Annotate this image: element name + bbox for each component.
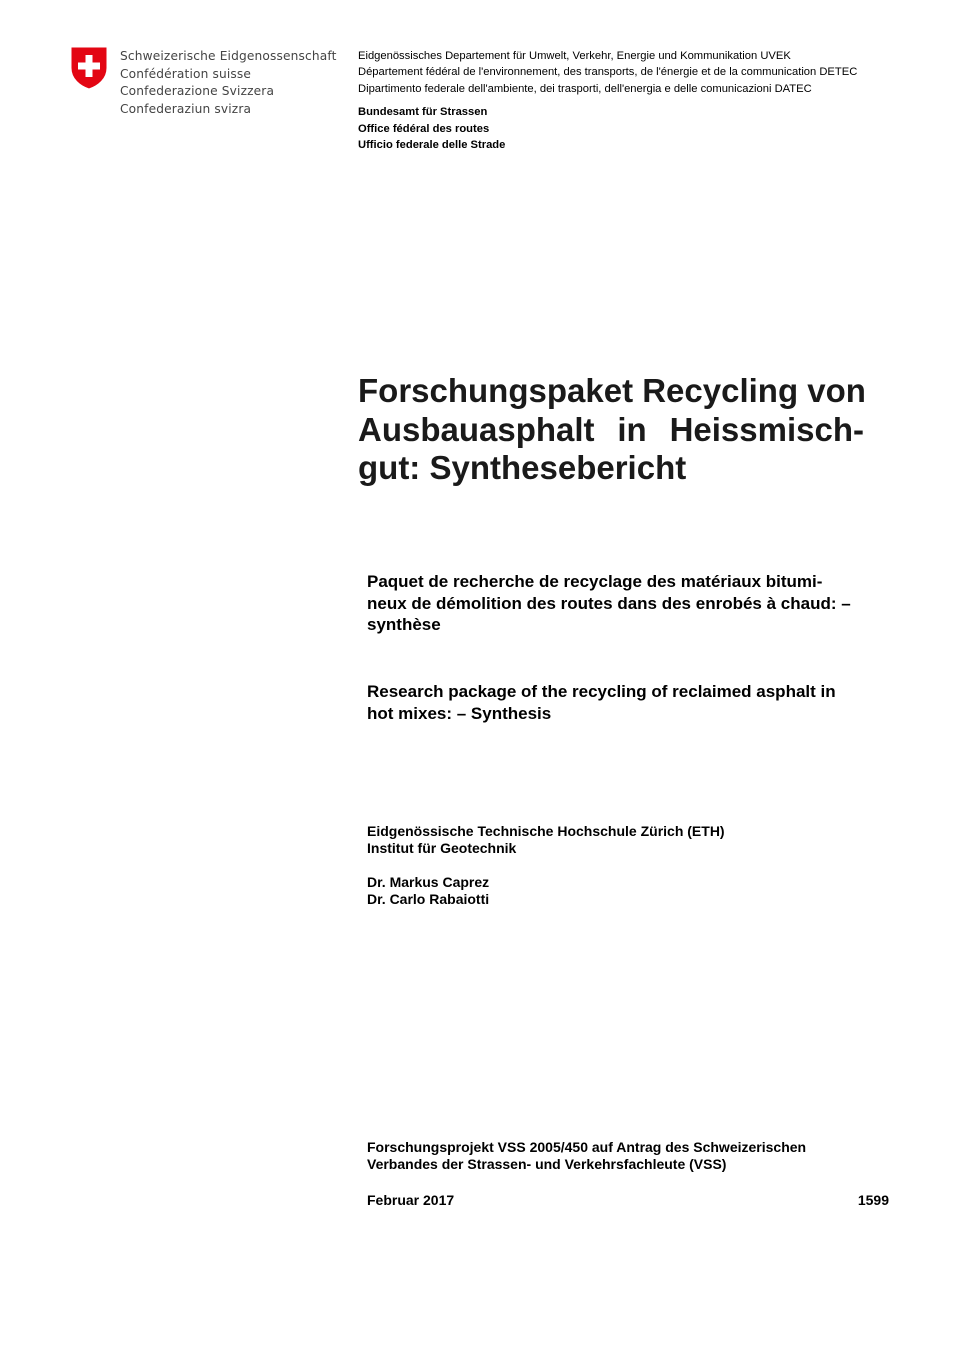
cross-horizontal-bar bbox=[78, 63, 100, 70]
institution-block bbox=[367, 823, 725, 857]
office-block bbox=[358, 104, 505, 154]
department-line-fr: Département fédéral de l'environnement, des transports, de l'énergie et de la communication DETEC bbox=[358, 66, 858, 79]
office-line-it: Ufficio federale delle Strade bbox=[358, 139, 506, 151]
office-line-fr: Office fédéral des routes bbox=[358, 122, 490, 135]
authors-block bbox=[367, 874, 489, 908]
subtitle-fr-line-3: synthèse bbox=[367, 615, 441, 634]
swiss-coat-of-arms-logo bbox=[70, 46, 108, 90]
subtitle-fr-line-1: Paquet de recherche de recyclage des matériaux bitumi- bbox=[367, 572, 823, 591]
title-line-3: gut: Synthesebericht bbox=[358, 449, 687, 486]
author-1: Dr. Markus Caprez bbox=[367, 874, 490, 890]
author-2: Dr. Carlo Rabaiotti bbox=[367, 891, 490, 907]
confederation-name-fr: Confédération suisse bbox=[120, 66, 252, 81]
department-line-de: Eidgenössisches Departement für Umwelt, Verkehr, Energie und Kommunikation UVEK bbox=[358, 50, 791, 62]
report-number: 1599 bbox=[857, 1192, 889, 1208]
subtitle-en-line-2: hot mixes: – Synthesis bbox=[367, 703, 552, 723]
department-block bbox=[358, 48, 857, 97]
project-line-1: Forschungsprojekt VSS 2005/450 auf Antrag des Schweizerischen bbox=[367, 1139, 807, 1155]
publication-date: Februar 2017 bbox=[367, 1192, 455, 1208]
confederation-name-rm: Confederaziun svizra bbox=[120, 101, 252, 116]
title-line-2: Ausbauasphalt in Heissmisch- bbox=[358, 410, 864, 448]
office-line-de: Bundesamt für Strassen bbox=[358, 106, 488, 118]
institute-name: Institut für Geotechnik bbox=[367, 840, 517, 856]
subtitle-en-line-1: Research package of the recycling of reclaimed asphalt in bbox=[367, 682, 836, 701]
project-block bbox=[367, 1139, 806, 1173]
confederation-names bbox=[120, 48, 337, 118]
subtitle-english bbox=[367, 681, 887, 724]
institution-name: Eidgenössische Technische Hochschule Zürich (ETH) bbox=[367, 823, 725, 839]
confederation-name-it: Confederazione Svizzera bbox=[120, 84, 275, 99]
confederation-name-de: Schweizerische Eidgenossenschaft bbox=[120, 49, 337, 63]
department-line-it: Dipartimento federale dell'ambiente, dei trasporti, dell'energia e delle comunicazioni DATEC bbox=[358, 82, 812, 95]
subtitle-french bbox=[367, 571, 887, 636]
subtitle-fr-line-2: neux de démolition des routes dans des enrobés à chaud: – bbox=[367, 593, 851, 613]
project-line-2: Verbandes der Strassen- und Verkehrsfachleute (VSS) bbox=[367, 1156, 727, 1172]
title-line-1: Forschungspaket Recycling von bbox=[358, 372, 866, 409]
document-title bbox=[358, 372, 864, 488]
